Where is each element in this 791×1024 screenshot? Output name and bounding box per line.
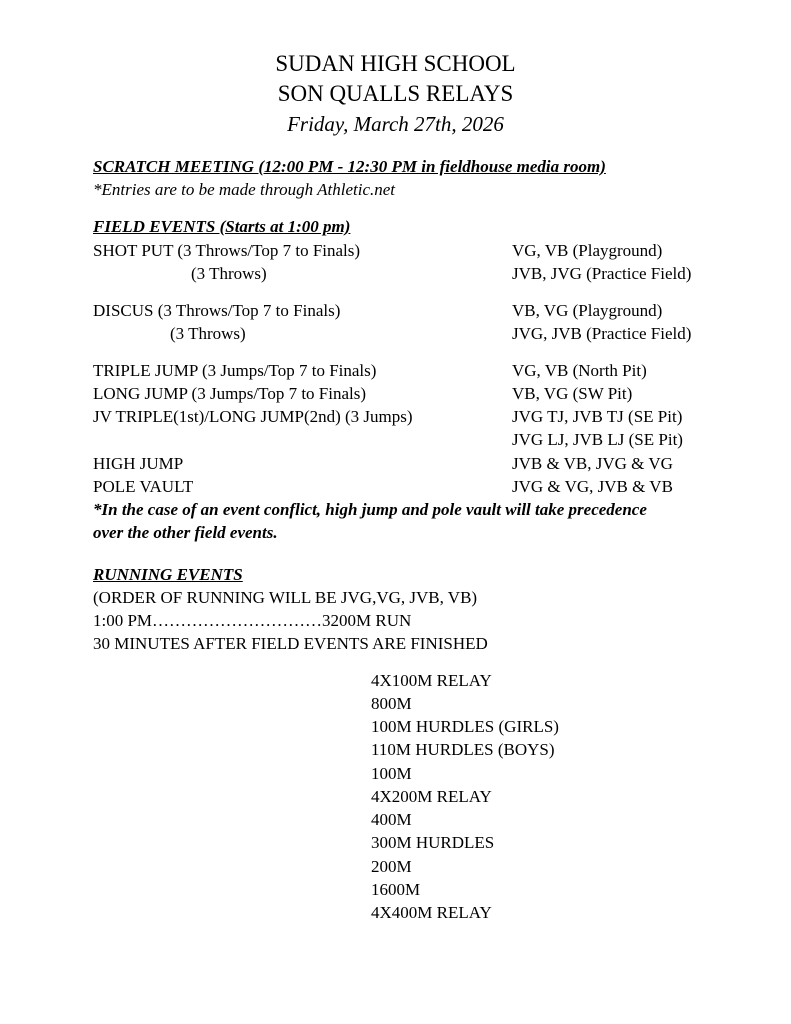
field-event-groups: VG, VB (Playground) — [512, 241, 663, 260]
running-event-item: 800M — [371, 694, 412, 713]
field-event-groups: JVG, JVB (Practice Field) — [512, 324, 692, 343]
field-event-groups: VG, VB (North Pit) — [512, 361, 647, 380]
field-events-heading: FIELD EVENTS (Starts at 1:00 pm) — [93, 217, 351, 236]
running-event-item: 4X200M RELAY — [371, 787, 492, 806]
meet-name: SON QUALLS RELAYS — [277, 81, 514, 106]
scratch-meeting-heading: SCRATCH MEETING (12:00 PM - 12:30 PM in fieldhouse media room) — [93, 157, 606, 176]
field-event-name: (3 Throws) — [191, 264, 267, 283]
field-event-groups: JVG & VG, JVB & VB — [512, 477, 673, 496]
running-event-item: 400M — [371, 810, 412, 829]
running-event-item: 100M HURDLES (GIRLS) — [371, 717, 559, 736]
conflict-note-line-2: over the other field events. — [93, 523, 278, 542]
running-events-heading: RUNNING EVENTS — [93, 565, 243, 584]
field-event-groups: JVG LJ, JVB LJ (SE Pit) — [512, 430, 683, 449]
field-event-groups: JVB, JVG (Practice Field) — [512, 264, 692, 283]
field-event-name: TRIPLE JUMP (3 Jumps/Top 7 to Finals) — [93, 361, 377, 380]
field-event-groups: JVG TJ, JVB TJ (SE Pit) — [512, 407, 683, 426]
running-event-item: 300M HURDLES — [371, 833, 495, 852]
field-event-groups: VB, VG (SW Pit) — [512, 384, 633, 403]
running-event-item: 4X400M RELAY — [371, 903, 492, 922]
running-event-item: 200M — [371, 857, 412, 876]
first-running-event: 1:00 PM…………………………3200M RUN — [93, 611, 412, 630]
field-event-groups: JVB & VB, JVG & VG — [512, 454, 673, 473]
running-order: (ORDER OF RUNNING WILL BE JVG,VG, JVB, VB) — [93, 588, 478, 607]
school-name: SUDAN HIGH SCHOOL — [275, 51, 516, 76]
entries-note: *Entries are to be made through Athletic.net — [93, 180, 396, 199]
conflict-note-line-1: *In the case of an event conflict, high jump and pole vault will take precedence — [93, 500, 647, 519]
field-event-name: JV TRIPLE(1st)/LONG JUMP(2nd) (3 Jumps) — [93, 407, 413, 426]
field-event-name: POLE VAULT — [93, 477, 194, 496]
field-event-name: LONG JUMP (3 Jumps/Top 7 to Finals) — [93, 384, 367, 403]
field-event-groups: VB, VG (Playground) — [512, 301, 663, 320]
running-start-note: 30 MINUTES AFTER FIELD EVENTS ARE FINISHED — [93, 634, 488, 653]
running-event-item: 1600M — [371, 880, 421, 899]
field-event-name: HIGH JUMP — [93, 454, 184, 473]
meet-date: Friday, March 27th, 2026 — [287, 112, 504, 136]
field-event-name: DISCUS (3 Throws/Top 7 to Finals) — [93, 301, 341, 320]
running-event-item: 110M HURDLES (BOYS) — [371, 740, 555, 759]
running-event-item: 100M — [371, 764, 412, 783]
field-event-name: (3 Throws) — [170, 324, 246, 343]
running-event-item: 4X100M RELAY — [371, 671, 492, 690]
field-event-name: SHOT PUT (3 Throws/Top 7 to Finals) — [93, 241, 361, 260]
